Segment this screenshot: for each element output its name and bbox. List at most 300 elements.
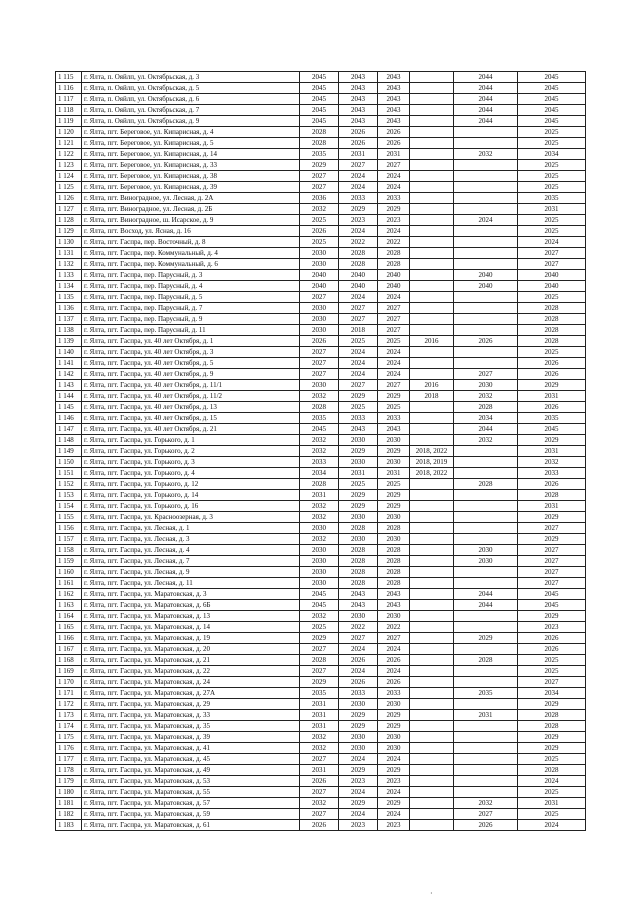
year-cell: 2040 [454,281,518,292]
year-cell: 2024 [378,226,410,237]
year-cell: 2027 [518,677,586,688]
year-cell [410,292,454,303]
year-cell: 2045 [518,72,586,83]
row-number: 1 140 [56,347,82,358]
address-cell: г. Ялта, пгт. Гаспра, ул. Маратовская, д. 45 [82,754,300,765]
year-cell: 2026 [454,820,518,831]
address-cell: г. Ялта, пгт. Гаспра, ул. Горького, д. 12 [82,479,300,490]
year-cell: 2045 [300,83,339,94]
year-cell: 2030 [378,457,410,468]
address-cell: г. Ялта, пгт. Гаспра, ул. Маратовская, д. 35 [82,721,300,732]
year-cell: 2022 [378,622,410,633]
row-number: 1 139 [56,336,82,347]
row-number: 1 131 [56,248,82,259]
year-cell: 2033 [339,193,378,204]
address-cell: г. Ялта, пгт. Береговое, ул. Кипарисная, д. 14 [82,149,300,160]
year-cell: 2029 [339,446,378,457]
year-cell: 2035 [300,688,339,699]
year-cell: 2024 [454,215,518,226]
year-cell: 2029 [339,798,378,809]
year-cell: 2028 [454,402,518,413]
address-cell: г. Ялта, пгт. Гаспра, ул. Горького, д. 14 [82,490,300,501]
address-cell: г. Ялта, пгт. Гаспра, ул. Маратовская, д. 24 [82,677,300,688]
year-cell: 2043 [378,105,410,116]
year-cell: 2026 [518,402,586,413]
year-cell: 2029 [339,391,378,402]
row-number: 1 134 [56,281,82,292]
year-cell: 2024 [378,369,410,380]
table-row [56,468,586,479]
year-cell [410,732,454,743]
year-cell: 2030 [339,457,378,468]
year-cell: 2025 [518,655,586,666]
table-row [56,534,586,545]
table-row [56,105,586,116]
year-cell: 2029 [518,611,586,622]
year-cell: 2027 [300,666,339,677]
table-row [56,380,586,391]
year-cell [454,468,518,479]
year-cell: 2027 [518,259,586,270]
year-cell [410,765,454,776]
year-cell [410,149,454,160]
year-cell: 2026 [378,677,410,688]
year-cell: 2024 [339,809,378,820]
row-number: 1 176 [56,743,82,754]
address-cell: г. Ялта, пгт. Восход, ул. Ясная, д. 16 [82,226,300,237]
year-cell: 2032 [300,501,339,512]
year-cell: 2025 [518,160,586,171]
year-cell [410,820,454,831]
year-cell [410,72,454,83]
year-cell [410,743,454,754]
year-cell: 2045 [518,600,586,611]
year-cell: 2031 [518,501,586,512]
year-cell: 2027 [300,787,339,798]
year-cell: 2028 [518,721,586,732]
year-cell: 2031 [300,765,339,776]
year-cell: 2028 [454,655,518,666]
year-cell: 2024 [378,809,410,820]
year-cell [410,677,454,688]
year-cell: 2026 [300,226,339,237]
year-cell [410,501,454,512]
year-cell [454,721,518,732]
row-number: 1 172 [56,699,82,710]
year-cell: 2029 [378,721,410,732]
table-row [56,292,586,303]
year-cell [410,325,454,336]
address-cell: г. Ялта, пгт. Гаспра, ул. Лесная, д. 1 [82,523,300,534]
address-cell: г. Ялта, пгт. Гаспра, ул. Лесная, д. 7 [82,556,300,567]
year-cell: 2027 [339,633,378,644]
year-cell: 2024 [339,292,378,303]
year-cell: 2023 [378,215,410,226]
year-cell: 2032 [300,611,339,622]
table-row [56,589,586,600]
row-number: 1 181 [56,798,82,809]
year-cell [454,138,518,149]
year-cell: 2025 [339,479,378,490]
row-number: 1 143 [56,380,82,391]
year-cell: 2040 [300,270,339,281]
row-number: 1 128 [56,215,82,226]
year-cell: 2026 [339,655,378,666]
year-cell: 2032 [454,391,518,402]
year-cell: 2034 [454,413,518,424]
table-row [56,72,586,83]
address-cell: г. Ялта, пгт. Гаспра, ул. Маратовская, д. 57 [82,798,300,809]
year-cell: 2045 [300,589,339,600]
year-cell: 2043 [339,424,378,435]
year-cell: 2027 [300,644,339,655]
year-cell [454,743,518,754]
year-cell: 2030 [339,435,378,446]
row-number: 1 151 [56,468,82,479]
year-cell: 2025 [518,666,586,677]
year-cell: 2028 [339,259,378,270]
address-cell: г. Ялта, пгт. Гаспра, ул. Маратовская, д. 6Б [82,600,300,611]
year-cell [410,776,454,787]
year-cell: 2030 [454,545,518,556]
year-cell: 2045 [300,94,339,105]
year-cell: 2040 [300,281,339,292]
year-cell [410,160,454,171]
year-cell: 2035 [518,413,586,424]
year-cell: 2028 [378,259,410,270]
table-row [56,798,586,809]
row-number: 1 141 [56,358,82,369]
year-cell [454,534,518,545]
year-cell: 2044 [454,589,518,600]
table-body [56,72,586,831]
year-cell [410,358,454,369]
year-cell: 2029 [300,677,339,688]
address-cell: г. Ялта, пгт. Виноградное, ул. Лесная, д. 2Б [82,204,300,215]
year-cell: 2030 [300,567,339,578]
year-cell: 2029 [378,501,410,512]
year-cell [410,798,454,809]
row-number: 1 161 [56,578,82,589]
year-cell: 2018, 2022 [410,468,454,479]
table-row [56,457,586,468]
year-cell: 2025 [378,402,410,413]
table-row [56,655,586,666]
address-cell: г. Ялта, пгт. Гаспра, ул. 40 лет Октября, д. 11/1 [82,380,300,391]
row-number: 1 183 [56,820,82,831]
year-cell [454,699,518,710]
address-cell: г. Ялта, пгт. Береговое, ул. Кипарисная, д. 33 [82,160,300,171]
year-cell: 2030 [300,380,339,391]
year-cell: 2043 [378,116,410,127]
year-cell: 2031 [300,490,339,501]
table-row [56,325,586,336]
year-cell [410,193,454,204]
year-cell [410,688,454,699]
year-cell: 2032 [300,446,339,457]
year-cell: 2031 [339,149,378,160]
year-cell: 2030 [378,435,410,446]
year-cell: 2027 [518,545,586,556]
row-number: 1 116 [56,83,82,94]
table-row [56,83,586,94]
row-number: 1 117 [56,94,82,105]
year-cell: 2025 [518,292,586,303]
row-number: 1 163 [56,600,82,611]
year-cell: 2044 [454,105,518,116]
year-cell [410,721,454,732]
year-cell [410,589,454,600]
year-cell: 2024 [339,666,378,677]
year-cell: 2024 [518,237,586,248]
year-cell: 2029 [378,391,410,402]
address-cell: г. Ялта, п. Ояйлп, ул. Октябрьская, д. 6 [82,94,300,105]
year-cell: 2025 [378,336,410,347]
year-cell: 2030 [454,556,518,567]
table-row [56,435,586,446]
year-cell [410,644,454,655]
year-cell: 2029 [518,534,586,545]
year-cell: 2043 [339,94,378,105]
year-cell: 2027 [339,314,378,325]
year-cell: 2031 [339,468,378,479]
address-cell: г. Ялта, п. Ояйлп, ул. Октябрьская, д. 7 [82,105,300,116]
year-cell: 2028 [300,479,339,490]
row-number: 1 132 [56,259,82,270]
year-cell: 2032 [300,798,339,809]
year-cell: 2044 [454,83,518,94]
table-row [56,193,586,204]
address-cell: г. Ялта, пгт. Гаспра, ул. 40 лет Октября, д. 3 [82,347,300,358]
year-cell [454,193,518,204]
table-row [56,270,586,281]
row-number: 1 171 [56,688,82,699]
year-cell [410,259,454,270]
year-cell: 2028 [454,479,518,490]
year-cell: 2026 [378,655,410,666]
row-number: 1 144 [56,391,82,402]
year-cell: 2026 [518,633,586,644]
table-row [56,248,586,259]
table-row [56,171,586,182]
year-cell: 2028 [518,490,586,501]
year-cell: 2031 [300,721,339,732]
year-cell: 2026 [378,127,410,138]
year-cell: 2043 [378,94,410,105]
year-cell: 2016 [410,380,454,391]
row-number: 1 122 [56,149,82,160]
row-number: 1 166 [56,633,82,644]
year-cell: 2029 [339,721,378,732]
year-cell [454,259,518,270]
address-cell: г. Ялта, пгт. Гаспра, ул. Маратовская, д. 41 [82,743,300,754]
year-cell [454,677,518,688]
table-row [56,402,586,413]
table-row [56,204,586,215]
year-cell: 2028 [518,325,586,336]
address-cell: г. Ялта, пгт. Гаспра, ул. Маратовская, д. 49 [82,765,300,776]
year-cell: 2027 [378,160,410,171]
year-cell: 2029 [339,710,378,721]
year-cell: 2045 [518,116,586,127]
row-number: 1 138 [56,325,82,336]
address-cell: г. Ялта, пгт. Гаспра, ул. Маратовская, д. 33 [82,710,300,721]
year-cell: 2024 [378,292,410,303]
table-row [56,215,586,226]
table-row [56,666,586,677]
year-cell [410,523,454,534]
year-cell [410,402,454,413]
year-cell: 2027 [300,754,339,765]
year-cell: 2030 [339,743,378,754]
year-cell: 2028 [378,248,410,259]
year-cell: 2029 [518,732,586,743]
year-cell: 2033 [339,413,378,424]
year-cell: 2033 [518,468,586,479]
year-cell: 2025 [339,336,378,347]
address-cell: г. Ялта, пгт. Гаспра, ул. Горького, д. 2 [82,446,300,457]
year-cell: 2028 [518,336,586,347]
table-row [56,358,586,369]
address-cell: г. Ялта, пгт. Береговое, ул. Кипарисная, д. 4 [82,127,300,138]
year-cell: 2044 [454,424,518,435]
year-cell: 2025 [518,127,586,138]
year-cell: 2023 [378,776,410,787]
year-cell: 2030 [378,743,410,754]
address-cell: г. Ялта, пгт. Гаспра, ул. Маратовская, д. 22 [82,666,300,677]
year-cell: 2030 [378,534,410,545]
year-cell [454,523,518,534]
year-cell [454,732,518,743]
year-cell: 2030 [378,512,410,523]
year-cell: 2027 [300,292,339,303]
year-cell: 2016 [410,336,454,347]
year-cell: 2040 [454,270,518,281]
year-cell [454,303,518,314]
year-cell [410,369,454,380]
year-cell: 2045 [518,105,586,116]
year-cell: 2025 [300,215,339,226]
address-cell: г. Ялта, пгт. Гаспра, ул. 40 лет Октября, д. 21 [82,424,300,435]
year-cell: 2026 [518,369,586,380]
address-cell: г. Ялта, пгт. Гаспра, ул. Горького, д. 16 [82,501,300,512]
address-cell: г. Ялта, пгт. Гаспра, ул. Маратовская, д. 14 [82,622,300,633]
row-number: 1 153 [56,490,82,501]
table-row [56,446,586,457]
table-row [56,512,586,523]
row-number: 1 115 [56,72,82,83]
year-cell: 2023 [339,820,378,831]
year-cell: 2030 [339,534,378,545]
address-cell: г. Ялта, пгт. Гаспра, ул. 40 лет Октября, д. 9 [82,369,300,380]
address-cell: г. Ялта, пгт. Гаспра, ул. 40 лет Октября, д. 5 [82,358,300,369]
year-cell: 2043 [339,83,378,94]
year-cell [454,182,518,193]
year-cell: 2040 [518,281,586,292]
year-cell [454,226,518,237]
year-cell: 2040 [339,281,378,292]
year-cell: 2029 [378,765,410,776]
year-cell [410,655,454,666]
address-cell: г. Ялта, пгт. Гаспра, ул. Маратовская, д. 21 [82,655,300,666]
year-cell [410,787,454,798]
year-cell: 2024 [518,820,586,831]
table-row [56,677,586,688]
year-cell: 2043 [339,600,378,611]
address-cell: г. Ялта, пгт. Виноградное, ш. Исарское, д. 9 [82,215,300,226]
year-cell: 2028 [339,248,378,259]
year-cell: 2036 [300,193,339,204]
year-cell: 2027 [518,567,586,578]
row-number: 1 133 [56,270,82,281]
row-number: 1 145 [56,402,82,413]
year-cell: 2032 [300,512,339,523]
housing-registry-table [55,71,586,831]
year-cell [410,413,454,424]
address-cell: г. Ялта, пгт. Гаспра, пер. Парусный, д. 7 [82,303,300,314]
table-row [56,721,586,732]
table-row [56,116,586,127]
year-cell: 2028 [378,545,410,556]
row-number: 1 154 [56,501,82,512]
year-cell: 2033 [378,193,410,204]
year-cell: 2024 [339,226,378,237]
address-cell: г. Ялта, пгт. Гаспра, ул. Маратовская, д. 53 [82,776,300,787]
year-cell: 2029 [378,446,410,457]
year-cell: 2024 [339,171,378,182]
table-row [56,160,586,171]
row-number: 1 173 [56,710,82,721]
year-cell [410,116,454,127]
year-cell: 2031 [518,798,586,809]
year-cell: 2024 [378,644,410,655]
year-cell: 2024 [378,787,410,798]
address-cell: г. Ялта, пгт. Гаспра, ул. Маратовская, д. 59 [82,809,300,820]
table-row [56,622,586,633]
year-cell: 2027 [378,303,410,314]
row-number: 1 152 [56,479,82,490]
year-cell [410,633,454,644]
year-cell [454,512,518,523]
table-row [56,743,586,754]
year-cell: 2024 [378,182,410,193]
row-number: 1 175 [56,732,82,743]
year-cell: 2029 [378,798,410,809]
address-cell: г. Ялта, пгт. Гаспра, ул. Маратовская, д. 13 [82,611,300,622]
address-cell: г. Ялта, пгт. Гаспра, ул. Лесная, д. 4 [82,545,300,556]
year-cell: 2028 [378,578,410,589]
table-row [56,633,586,644]
address-cell: г. Ялта, пгт. Береговое, ул. Кипарисная, д. 38 [82,171,300,182]
year-cell [454,446,518,457]
year-cell: 2034 [518,688,586,699]
year-cell: 2040 [378,270,410,281]
year-cell: 2045 [300,116,339,127]
year-cell: 2030 [339,512,378,523]
year-cell: 2045 [518,94,586,105]
year-cell: 2024 [339,358,378,369]
year-cell [410,127,454,138]
row-number: 1 168 [56,655,82,666]
year-cell [410,666,454,677]
row-number: 1 182 [56,809,82,820]
address-cell: г. Ялта, пгт. Виноградное, ул. Лесная, д. 2А [82,193,300,204]
row-number: 1 149 [56,446,82,457]
table-row [56,523,586,534]
table-row [56,732,586,743]
year-cell: 2030 [339,699,378,710]
year-cell: 2030 [378,611,410,622]
